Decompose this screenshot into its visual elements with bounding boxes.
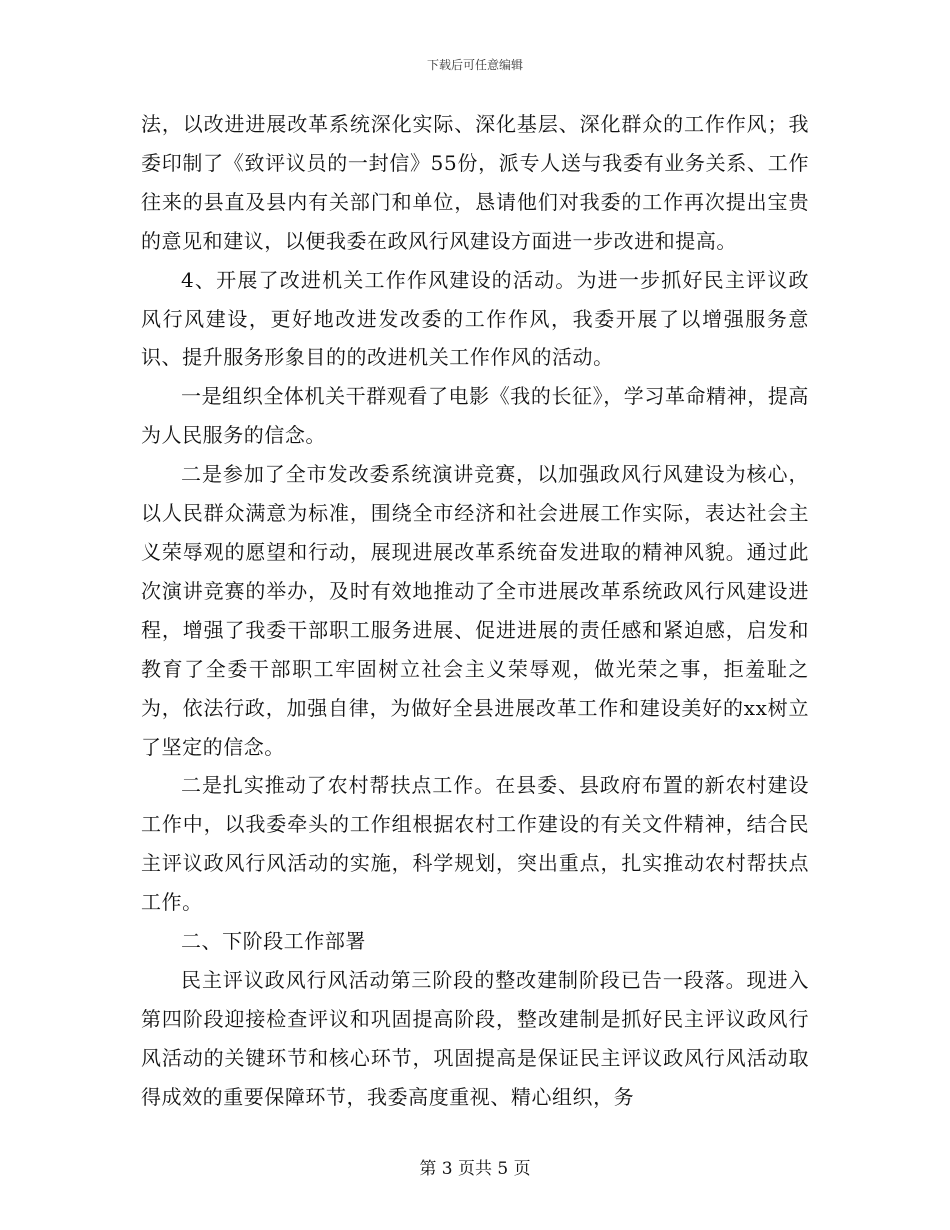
document-body [141, 105, 809, 1117]
page-header: 下载后可任意编辑 [426, 58, 523, 72]
body-paragraph: 一是组织全体机关干群观看了电影《我的长征》，学习革命精神，提高为人民服务的信念。 [141, 384, 809, 448]
body-paragraph: 二是参加了全市发改委系统演讲竞赛，以加强政风行风建设为核心，以人民群众满意为标准，围绕全市经济和社会进展工作实际，表达社会主义荣辱观的愿望和行动，展现进展改革系统奋发进取的精神风貌。通过此次演讲竞赛的举办，及时有效地推动了全市进展改革系统政风行风建设进程，增强了我委干部职工服务进展、促进进展的责任感和紧迫感，启发和教育了全委干部职工牢固树立社会主义荣辱观，做光荣之事，拒羞耻之为，依法行政，加强自律，为做好全县进展改革工作和建设美好的xx树立了坚定的信念。 [141, 462, 809, 759]
body-paragraph: 法，以改进进展改革系统深化实际、深化基层、深化群众的工作作风；我委印制了《致评议员的一封信》55份，派专人送与我委有业务关系、工作往来的县直及县内有关部门和单位，恳请他们对我委的工作再次提出宝贵的意见和建议，以便我委在政风行风建设方面进一步改进和提高。 [141, 112, 809, 253]
body-paragraph: 二是扎实推动了农村帮扶点工作。在县委、县政府布置的新农村建设工作中，以我委牵头的工作组根据农村工作建设的有关文件精神，结合民主评议政风行风活动的实施，科学规划，突出重点，扎实推动农村帮扶点工作。 [141, 773, 809, 915]
section-heading: 二、下阶段工作部署 [181, 929, 366, 954]
body-paragraph: 4、开展了改进机关工作作风建设的活动。为进一步抓好民主评议政风行风建设，更好地改进发改委的工作作风，我委开展了以增强服务意识、提升服务形象目的的改进机关工作作风的活动。 [141, 267, 809, 370]
body-paragraph: 民主评议政风行风活动第三阶段的整改建制阶段已告一段落。现进入第四阶段迎接检查评议和巩固提高阶段，整改建制是抓好民主评议政风行风活动的关键环节和核心环节，巩固提高是保证民主评议政风行风活动取得成效的重要保障环节，我委高度重视、精心组织，务 [141, 967, 809, 1109]
page-number: 第 3 页共 5 页 [419, 1159, 531, 1179]
